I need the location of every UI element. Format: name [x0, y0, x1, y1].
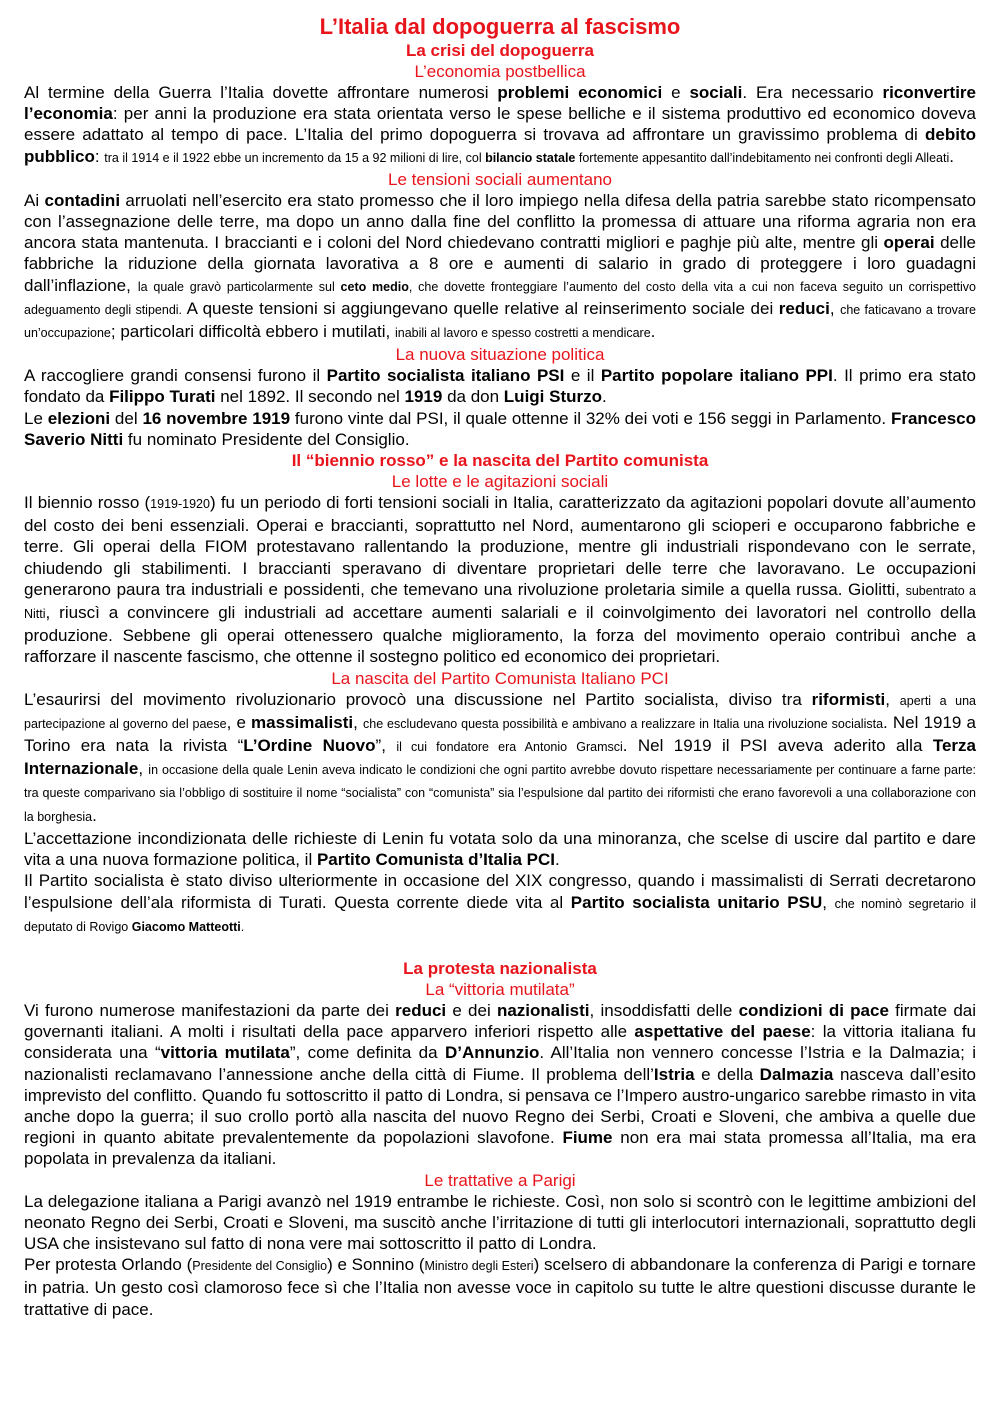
paragraph-vittoria: [24, 1000, 976, 1170]
subheading-pci: La nascita del Partito Comunista Italiano PCI: [331, 668, 669, 688]
emphasis: aspettative del paese: [634, 1022, 811, 1042]
text: A raccogliere grandi consensi furono il: [24, 366, 327, 386]
text: arruolati nell’esercito era stato promesso che il loro impiego nella difesa della patria sarebbe stato ricompensato con l’assegnazione delle terre, ma dopo un anno dalla fine del conflitto la promessa di attuare una riforma agraria non era ancora stata mantenuta. I braccianti e i coloni del Nord chiedevano contratti migliori e paghje più alte, mentre gli: [24, 190, 976, 253]
text: :: [94, 146, 105, 166]
emphasis: Terza Internazionale: [24, 736, 976, 779]
text: ”,: [375, 736, 397, 756]
paragraph-economia: [24, 82, 976, 169]
emphasis-small: ceto medio: [340, 279, 409, 294]
text: e il: [564, 366, 601, 386]
small-text: Ministro degli Esteri: [424, 1259, 534, 1274]
emphasis: problemi economici: [497, 83, 663, 102]
text: ,: [885, 689, 900, 709]
emphasis: riformisti: [811, 689, 886, 709]
text: A queste tensioni si aggiungevano quelle relative al reinserimento sociale dei: [182, 298, 779, 318]
small-text: .: [240, 919, 245, 934]
text: La delegazione italiana a Parigi avanzò nel 1919 entrambe le richieste. Così, non solo si scontrò con le legittime ambizioni del neonato Regno dei Serbi, Croati e Sloveni, ma suscitò anche l’irritazione di tutti gli interlocutori internazionali, soprattutto degli USA che insistevano sul fatto di nona vere mai sottoscritto il patto di Londra.: [24, 1191, 976, 1253]
paragraph-orlando: [24, 1254, 976, 1320]
text: firmate dai governanti italiani. A molti i risultati della pace apparvero inferiori rispetto alle: [24, 1000, 977, 1042]
text: . Nel 1919 il PSI aveva aderito alla: [622, 736, 933, 756]
paragraph-delegazione: [24, 1191, 976, 1255]
text: . Il primo era stato fondato da: [24, 366, 976, 407]
small-text: fortemente appesantito dall’indebitamento nei confronti degli Alleati: [575, 150, 950, 165]
small-text: subentrato a Nitti: [24, 583, 976, 622]
text: fu nominato Presidente del Consiglio.: [123, 429, 410, 449]
emphasis: Filippo Turati: [109, 387, 216, 407]
text: Per protesta Orlando (: [24, 1255, 193, 1275]
text: e dei: [446, 1000, 497, 1020]
text: : la vittoria italiana fu considerata una “: [24, 1022, 977, 1063]
small-text: in occasione della quale Lenin aveva indicato le condizioni che ogni partito avrebbe dovuto rispettare necessariamente per continuare a farne parte: tra queste comparivano sia l’obbligo di sostituire il nome “socialista” con “comunista” sia l’espulsione dal partito dei riformisti che erano favorevoli a una collaborazione con la borghesia: [24, 763, 977, 824]
paragraph-pci: [24, 689, 976, 828]
small-text: il cui fondatore era Antonio Gramsci: [396, 740, 623, 755]
subheading-tensioni: Le tensioni sociali aumentano: [388, 169, 612, 189]
text: Le: [24, 408, 48, 428]
subheading-politica: La nuova situazione politica: [395, 345, 605, 365]
text: Il Partito socialista è stato diviso ulteriormente in occasione del XIX congresso, quando i massimalisti di Serrati decretarono l’espulsione dell’ala riformista di Turati. Questa corrente diede vita al: [24, 871, 976, 912]
text: . Era necessario: [742, 83, 883, 102]
text: da don: [442, 387, 504, 407]
emphasis-small: bilancio statale: [485, 150, 576, 165]
emphasis: reduci: [395, 1000, 447, 1020]
small-text: , che dovette fronteggiare l’aumento del costo della vita a cui non faceva seguito un corrispettivo adeguamento degli stipendi.: [24, 279, 976, 317]
text: .: [602, 387, 607, 407]
paragraph-tensioni: [24, 190, 976, 344]
emphasis: nazionalisti: [496, 1000, 590, 1020]
text: .: [92, 805, 97, 825]
small-text: che nominò segretario il deputato di Rovigo: [24, 896, 977, 934]
text: Ai: [24, 190, 45, 210]
emphasis: Francesco Saverio Nitti: [24, 408, 976, 449]
subheading-economia: L’economia postbellica: [414, 62, 586, 81]
text: ,: [822, 892, 835, 912]
text: ) e Sonnino (: [327, 1255, 425, 1275]
text: .: [650, 322, 656, 342]
emphasis: Istria: [653, 1064, 695, 1084]
spacer: [24, 938, 976, 958]
paragraph-accettazione: [24, 828, 976, 870]
small-text: Presidente del Consiglio: [192, 1259, 328, 1274]
text: .: [555, 850, 560, 870]
emphasis: sociali: [689, 83, 743, 102]
emphasis: condizioni di pace: [738, 1000, 889, 1020]
text: . Nel 1919 a Torino era nata la rivista “: [24, 712, 976, 756]
text: : per anni la produzione era stata orientata verso le spese belliche e il sistema produttivo ed economico doveva essere adattato al tempo di pace. L’Italia del primo dopoguerra si trovava ad affrontare un gravissimo problema di: [24, 104, 976, 145]
text: . All’Italia non vennero concesse l’Istria e la Dalmazia; i nazionalisti reclamavano l’annessione anche della città di Fiume. Il problema dell’: [24, 1043, 976, 1084]
subheading-trattative: Le trattative a Parigi: [424, 1170, 576, 1190]
text: non era mai stata promessa all’Italia, ma era popolata in prevalenza da italiani.: [24, 1128, 976, 1169]
text: ”, come definita da: [289, 1043, 445, 1063]
emphasis: contadini: [44, 190, 121, 210]
section-heading-biennio: Il “biennio rosso” e la nascita del Partito comunista: [291, 451, 709, 471]
text: Vi furono numerose manifestazioni da parte dei: [24, 1000, 396, 1020]
emphasis: 1919: [404, 387, 443, 407]
small-text: tra il 1914 e il 1922 ebbe un incremento da 15 a 92 milioni di lire, col: [104, 150, 486, 165]
subheading-vittoria: La “vittoria mutilata”: [425, 979, 575, 999]
emphasis-small: Giacomo Matteotti: [131, 919, 241, 934]
text: e della: [694, 1064, 760, 1084]
emphasis: Dalmazia: [759, 1064, 834, 1084]
subheading-lotte: Le lotte e le agitazioni sociali: [391, 472, 609, 492]
text: ,: [138, 759, 149, 779]
text: e: [662, 83, 690, 102]
paragraph-psu: [24, 870, 976, 938]
text: L’accettazione incondizionata delle richieste di Lenin fu votata solo da una minoranza, che scelse di uscire dal partito e dare vita a una nuova formazione politica, il: [24, 828, 976, 870]
text: ; particolari difficoltà ebbero i mutilati,: [110, 322, 395, 342]
emphasis: vittoria mutilata: [160, 1043, 290, 1063]
paragraph-partiti: [24, 365, 976, 407]
small-text: che escludevano questa possibilità e ambivano a realizzare in Italia una rivoluzione socialista: [363, 716, 884, 731]
text: furono vinte dal PSI, il quale ottenne il 32% dei voti e 156 seggi in Parlamento.: [290, 408, 891, 428]
text: delle fabbriche la riduzione della giornata lavorativa a 8 ore e aumenti di salario in grado di proteggere i loro guadagni dall’inflazione,: [24, 233, 976, 295]
section-heading-protesta: La protesta nazionalista: [403, 958, 597, 978]
small-text: inabili al lavoro e spesso costretti a mendicare: [394, 326, 651, 341]
text: , e: [226, 712, 252, 732]
text: L’esaurirsi del movimento rivoluzionario provocò una discussione nel Partito socialista, diviso tra: [24, 689, 812, 709]
emphasis: elezioni: [47, 408, 111, 428]
text: , insoddisfatti delle: [589, 1000, 739, 1020]
section-heading-crisi: La crisi del dopoguerra: [406, 41, 594, 60]
emphasis: massimalisti: [251, 712, 354, 732]
text: .: [949, 146, 954, 166]
emphasis: 16 novembre 1919: [142, 408, 291, 428]
emphasis: Luigi Sturzo: [503, 387, 603, 407]
emphasis: L’Ordine Nuovo: [243, 736, 376, 756]
text: ) fu un periodo di forti tensioni sociali in Italia, caratterizzato da agitazioni popolari dovute all’aumento del costo dei beni essenziali. Operai e braccianti, soprattutto nel Nord, aumentarono gli scioperi e occuparono fabbriche e terre. Gli operai della FIOM protestavano rallentando la produzione, mentre gli industriali rispondevano con le serrate, chiudendo gli stabilimenti. I braccianti speravano di diventare proprietari delle terre che lavoravano. Le occupazioni generarono paura tra industriali e possidenti, che temevano una rivoluzione proletaria simile a quella russa. Giolitti,: [24, 493, 976, 599]
small-text: 1919-1920: [150, 497, 210, 512]
document-title: L’Italia dal dopoguerra al fascismo: [319, 14, 681, 39]
text: ) scelsero di abbandonare la conferenza di Parigi e tornare in patria. Un gesto così clamoroso fece sì che l’Italia non avesse voce in capitolo su tutte le altre questioni discusse durante le trattative di pace.: [24, 1255, 976, 1319]
emphasis: Partito socialista italiano PSI: [326, 366, 565, 386]
text: Al termine della Guerra l’Italia dovette affrontare numerosi: [24, 83, 498, 102]
small-text: aperti a una partecipazione al governo del paese: [24, 693, 976, 731]
emphasis: D’Annunzio: [444, 1043, 540, 1063]
text: ,: [353, 712, 363, 732]
text: del: [110, 408, 143, 428]
paragraph-biennio: [24, 492, 976, 668]
emphasis: operai: [883, 233, 935, 253]
emphasis: Partito socialista unitario PSU: [570, 892, 823, 912]
paragraph-elezioni: [24, 408, 976, 450]
emphasis: Partito Comunista d’Italia PCI: [316, 850, 555, 870]
text: , riuscì a convincere gli industriali ad accettare aumenti salariali e il coinvolgimento dei lavoratori nel controllo della produzione. Sebbene gli operai ottenessero qualche miglioramento, la forza del movimento operaio contribuì anche a rafforzare il nascente fascismo, che ottenne il sostegno politico ed economico dei proprietari.: [24, 603, 976, 667]
text: nasceva dall’esito imprevisto del conflitto. Quando fu sottoscritto il patto di Londra, si pensava ce l’Impero austro-ungarico sarebbe rimasto in vita anche dopo la guerra; il suo crollo portò alla nascita del nuovo Regno dei Serbi, Croati e Sloveni, che ambiva a quelle due regioni in quanto abitate prevalentemente da popolazioni slavofone.: [24, 1064, 976, 1148]
small-text: la quale gravò particolarmente sul: [137, 279, 341, 294]
text: Il biennio rosso (: [24, 493, 151, 513]
emphasis: Partito popolare italiano PPI: [600, 366, 833, 386]
emphasis: riconvertire l’economia: [24, 83, 976, 124]
text: ,: [829, 298, 841, 318]
small-text: che faticavano a trovare un’occupazione: [24, 302, 976, 341]
emphasis: debito pubblico: [24, 125, 976, 166]
emphasis: reduci: [778, 298, 830, 318]
text: nel 1892. Il secondo nel: [215, 387, 405, 407]
emphasis: Fiume: [562, 1128, 613, 1148]
